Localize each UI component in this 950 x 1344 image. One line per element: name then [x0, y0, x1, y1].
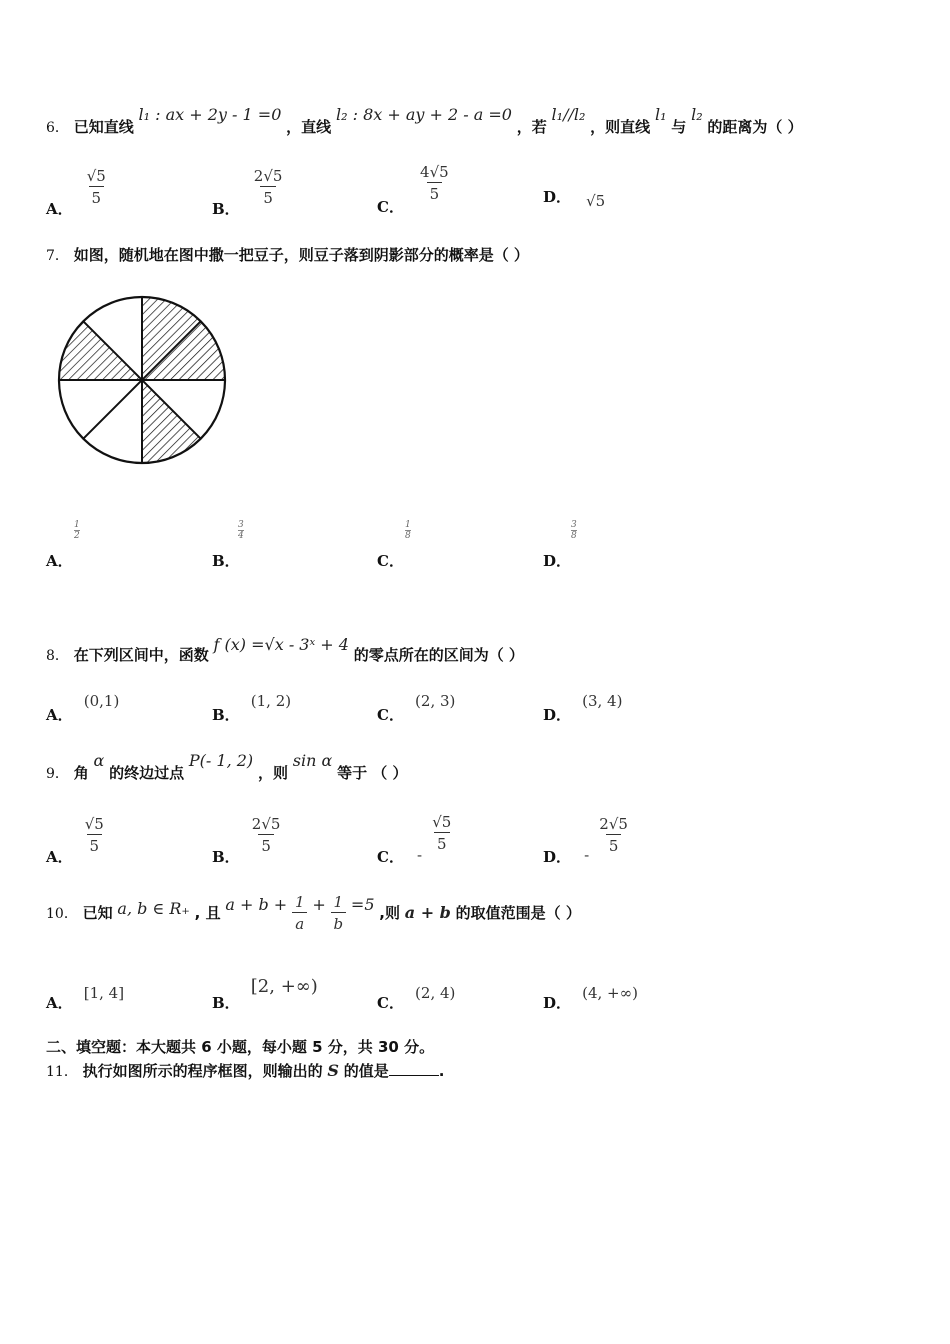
question-text: ，则 [257, 764, 288, 782]
question-8-stem [46, 634, 524, 670]
option-fraction [596, 814, 631, 857]
fraction-denominator: 5 [434, 832, 450, 855]
question-7-option-d[interactable] [543, 520, 577, 570]
answer-blank[interactable] [389, 1061, 439, 1076]
math-expression: l₂ : 8x + ay + 2 - a =0 [335, 105, 512, 124]
option-value: (4, +∞) [582, 984, 638, 1002]
shaded-circle-figure [56, 290, 230, 468]
option-value: [1, 4] [83, 984, 125, 1002]
option-sign: - [584, 846, 590, 864]
question-8-option-c[interactable] [377, 690, 456, 724]
fraction-numerator: 2√5 [253, 167, 283, 185]
question-number: 6． [46, 120, 69, 136]
math-operator: + [312, 895, 326, 914]
option-fraction [417, 162, 452, 205]
option-value: √5 [586, 192, 606, 210]
option-fraction [82, 814, 107, 857]
fraction-denominator: 2 [74, 531, 80, 541]
fraction-numerator: √5 [432, 813, 452, 831]
math-expression: a + b [404, 903, 451, 922]
option-fraction [74, 520, 80, 541]
shaded-sector-upper-left [59, 321, 142, 380]
option-label: C． [377, 994, 404, 1012]
fraction-numerator: 4√5 [420, 163, 449, 181]
option-label: D． [543, 848, 572, 866]
math-expression: =5 [350, 895, 375, 914]
fraction-denominator: 8 [405, 531, 411, 541]
fraction-denominator: 5 [258, 834, 274, 857]
question-text: , 且 [194, 904, 221, 922]
fraction-denominator: a [292, 912, 307, 935]
option-fraction [405, 520, 411, 541]
question-text: 等于 （ ） [337, 764, 408, 782]
option-label: D． [543, 188, 572, 206]
question-9-option-d[interactable] [543, 814, 631, 866]
math-expression: P(- 1, 2) [188, 751, 254, 770]
question-6-stem [46, 104, 803, 144]
question-8-option-a[interactable] [46, 690, 120, 724]
question-10-option-c[interactable] [377, 982, 456, 1012]
fraction-denominator: 5 [427, 182, 443, 205]
option-label: C． [377, 706, 404, 724]
option-value: (3, 4) [582, 692, 623, 710]
option-label: A． [46, 994, 73, 1012]
math-fraction [292, 892, 308, 935]
question-text: 角 [73, 764, 89, 782]
math-fraction [331, 892, 347, 935]
option-sign: - [417, 846, 423, 864]
math-expression: l₂ [691, 105, 703, 124]
fraction-numerator: 3 [571, 520, 577, 530]
option-label: B． [212, 552, 240, 570]
question-9-stem [46, 750, 408, 786]
math-expression: l₁//l₂ [551, 105, 586, 124]
option-label: A． [46, 200, 73, 218]
option-fraction [571, 520, 577, 541]
option-label: C． [377, 198, 404, 216]
fraction-denominator: 5 [606, 834, 622, 857]
question-6-option-a[interactable] [46, 166, 109, 218]
math-expression: α [93, 751, 105, 770]
section-heading: 二、填空题：本大题共 6 小题，每小题 5 分，共 30 分。 [46, 1038, 435, 1056]
question-10-stem [46, 892, 581, 948]
option-fraction [251, 166, 286, 209]
math-expression: l₁ [654, 105, 667, 124]
fraction-denominator: 5 [89, 186, 105, 209]
math-variable: S [327, 1061, 339, 1080]
fraction-denominator: b [331, 912, 347, 935]
question-9-option-a[interactable] [46, 814, 107, 866]
option-label: B． [212, 994, 240, 1012]
option-label: B． [212, 200, 240, 218]
option-label: D． [543, 706, 572, 724]
fraction-numerator: 3 [238, 520, 244, 530]
option-fraction [429, 812, 454, 855]
question-10-option-b[interactable] [212, 976, 318, 1012]
question-text: 已知 [82, 904, 113, 922]
fraction-numerator: 1 [295, 893, 305, 911]
question-7-stem [46, 244, 529, 265]
fraction-numerator: 1 [333, 893, 344, 911]
shaded-sector-lower [142, 380, 201, 463]
math-expression: a, b ∈ R₊ [117, 899, 190, 918]
question-number: 9． [46, 766, 69, 782]
option-label: D． [543, 994, 572, 1012]
question-9-option-b[interactable] [212, 814, 283, 866]
question-number: 11． [46, 1064, 78, 1080]
fraction-numerator: 1 [405, 520, 411, 530]
question-text: 的距离为（ ） [707, 118, 803, 136]
question-text: 的零点所在的区间为（ ） [353, 646, 524, 664]
question-number: 8． [46, 648, 69, 664]
question-10-option-a[interactable] [46, 982, 125, 1012]
option-label: C． [377, 848, 404, 866]
option-fraction [84, 166, 109, 209]
question-text: 执行如图所示的程序框图，则输出的 [82, 1062, 323, 1080]
question-8-option-b[interactable] [212, 690, 292, 724]
question-11-stem [46, 1060, 444, 1081]
question-6-option-d[interactable] [543, 186, 606, 210]
question-7-option-a[interactable] [46, 520, 80, 570]
option-value: (0,1) [83, 692, 120, 710]
option-label: A． [46, 706, 73, 724]
option-value: (2, 3) [415, 692, 456, 710]
fraction-numerator: 2√5 [599, 815, 628, 833]
question-7-option-b[interactable] [212, 520, 244, 570]
fraction-numerator: √5 [86, 167, 106, 185]
question-text: . [438, 1062, 445, 1080]
option-fraction [238, 520, 244, 541]
fraction-denominator: 5 [87, 834, 103, 857]
question-text: 的值是 [343, 1062, 389, 1080]
question-text: ，若 [516, 118, 547, 136]
fraction-denominator: 5 [260, 186, 276, 209]
question-text: 与 [671, 118, 687, 136]
option-label: A． [46, 848, 73, 866]
option-label: C． [377, 552, 404, 570]
math-expression: l₁ : ax + 2y - 1 =0 [138, 105, 282, 124]
question-6-option-c[interactable] [377, 162, 452, 216]
question-text: 如图，随机地在图中撒一把豆子，则豆子落到阴影部分的概率是（ ） [73, 246, 529, 264]
math-expression: a + b + [225, 895, 288, 914]
question-8-option-d[interactable] [543, 690, 623, 724]
question-6-option-b[interactable] [212, 166, 285, 218]
fraction-denominator: 4 [238, 531, 244, 541]
math-expression: sin α [292, 751, 333, 770]
question-9-option-c[interactable] [377, 812, 454, 866]
question-number: 7． [46, 248, 69, 264]
option-value: (2, 4) [415, 984, 456, 1002]
question-text: 的终边过点 [109, 764, 185, 782]
question-number: 10． [46, 906, 78, 922]
option-label: A． [46, 552, 73, 570]
question-10-option-d[interactable] [543, 982, 638, 1012]
question-text: ，直线 [286, 118, 332, 136]
option-fraction [249, 814, 284, 857]
question-7-option-c[interactable] [377, 520, 411, 570]
question-text: 的取值范围是（ ） [455, 904, 581, 922]
option-label: B． [212, 848, 240, 866]
option-value: [2, +∞) [250, 976, 318, 997]
fraction-numerator: √5 [84, 815, 104, 833]
fraction-numerator: 2√5 [251, 815, 281, 833]
question-text: 在下列区间中，函数 [73, 646, 209, 664]
question-text: 已知直线 [73, 118, 134, 136]
fraction-denominator: 8 [571, 531, 577, 541]
option-label: B． [212, 706, 240, 724]
option-value: (1, 2) [250, 692, 292, 710]
question-text: ，则直线 [590, 118, 651, 136]
option-label: D． [543, 552, 572, 570]
math-expression: f (x) =√x - 3ˣ + 4 [213, 635, 349, 654]
fraction-numerator: 1 [74, 520, 80, 530]
question-text: ,则 [379, 904, 400, 922]
